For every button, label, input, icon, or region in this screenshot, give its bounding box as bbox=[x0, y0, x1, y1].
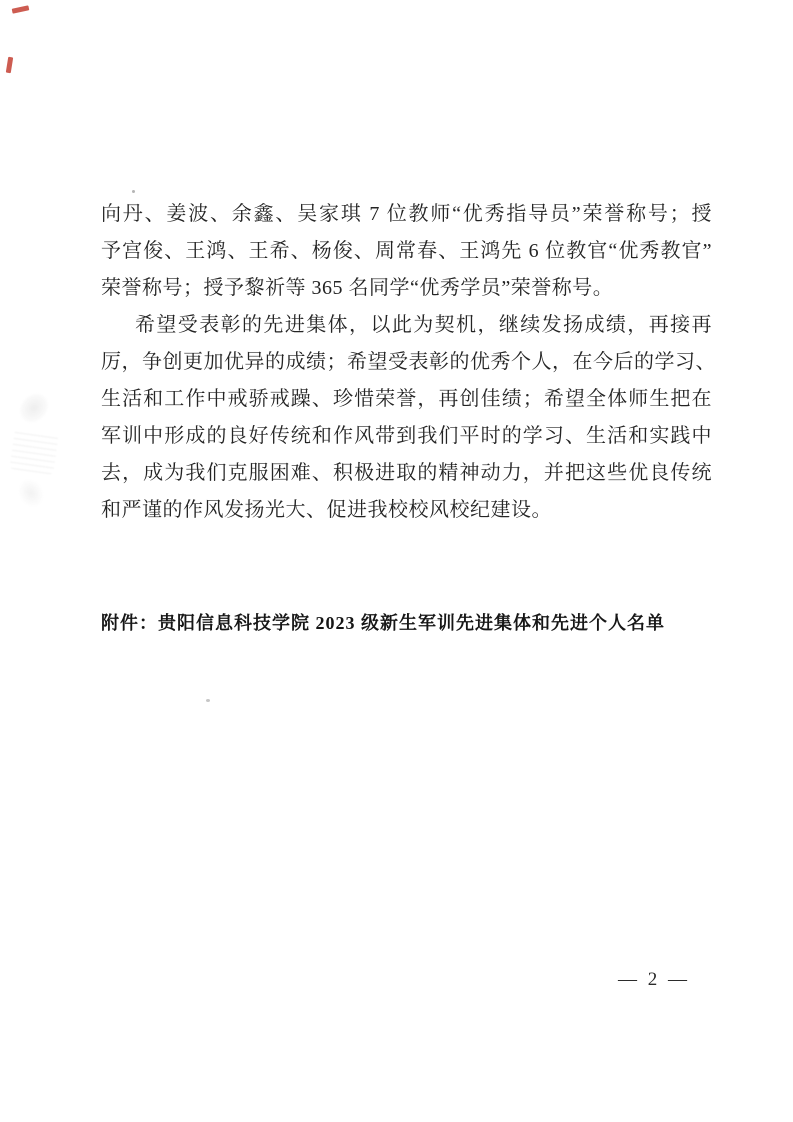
red-scan-artifact-left bbox=[6, 57, 13, 74]
scan-speck-dot bbox=[132, 190, 135, 193]
bleed-blob bbox=[6, 380, 62, 437]
text-line: 去，成为我们克服困难、积极进取的精神动力，并把这些优良传统 bbox=[101, 462, 712, 484]
text-line: 荣誉称号；授予黎祈等 365 名同学“优秀学员”荣誉称号。 bbox=[101, 277, 614, 299]
text-line: 希望受表彰的先进集体，以此为契机，继续发扬成绩，再接再 bbox=[135, 314, 712, 336]
text-line: 厉，争创更加优异的成绩；希望受表彰的优秀个人，在今后的学习、 bbox=[101, 351, 716, 373]
red-scan-artifact-top bbox=[12, 5, 30, 13]
text-line: 予宫俊、王鸿、王希、杨俊、周常春、王鸿先 6 位教官“优秀教官” bbox=[101, 240, 712, 262]
text-line: 军训中形成的良好传统和作风带到我们平时的学习、生活和实践中 bbox=[101, 425, 712, 447]
body-text bbox=[101, 196, 716, 529]
bleed-blob bbox=[9, 429, 58, 475]
page-number: — 2 — bbox=[618, 969, 690, 990]
text-line: 向丹、姜波、余鑫、吴家琪 7 位教师“优秀指导员”荣誉称号；授 bbox=[101, 203, 712, 225]
bleed-blob bbox=[6, 466, 56, 519]
scan-speck-dot bbox=[206, 699, 210, 702]
attachment-line: 附件：贵阳信息科技学院 2023 级新生军训先进集体和先进个人名单 bbox=[101, 613, 665, 633]
text-line: 生活和工作中戒骄戒躁、珍惜荣誉，再创佳绩；希望全体师生把在 bbox=[101, 388, 712, 410]
text-line: 和严谨的作风发扬光大、促进我校校风校纪建设。 bbox=[101, 499, 552, 521]
stamp-bleedthrough-watermark bbox=[4, 384, 62, 516]
